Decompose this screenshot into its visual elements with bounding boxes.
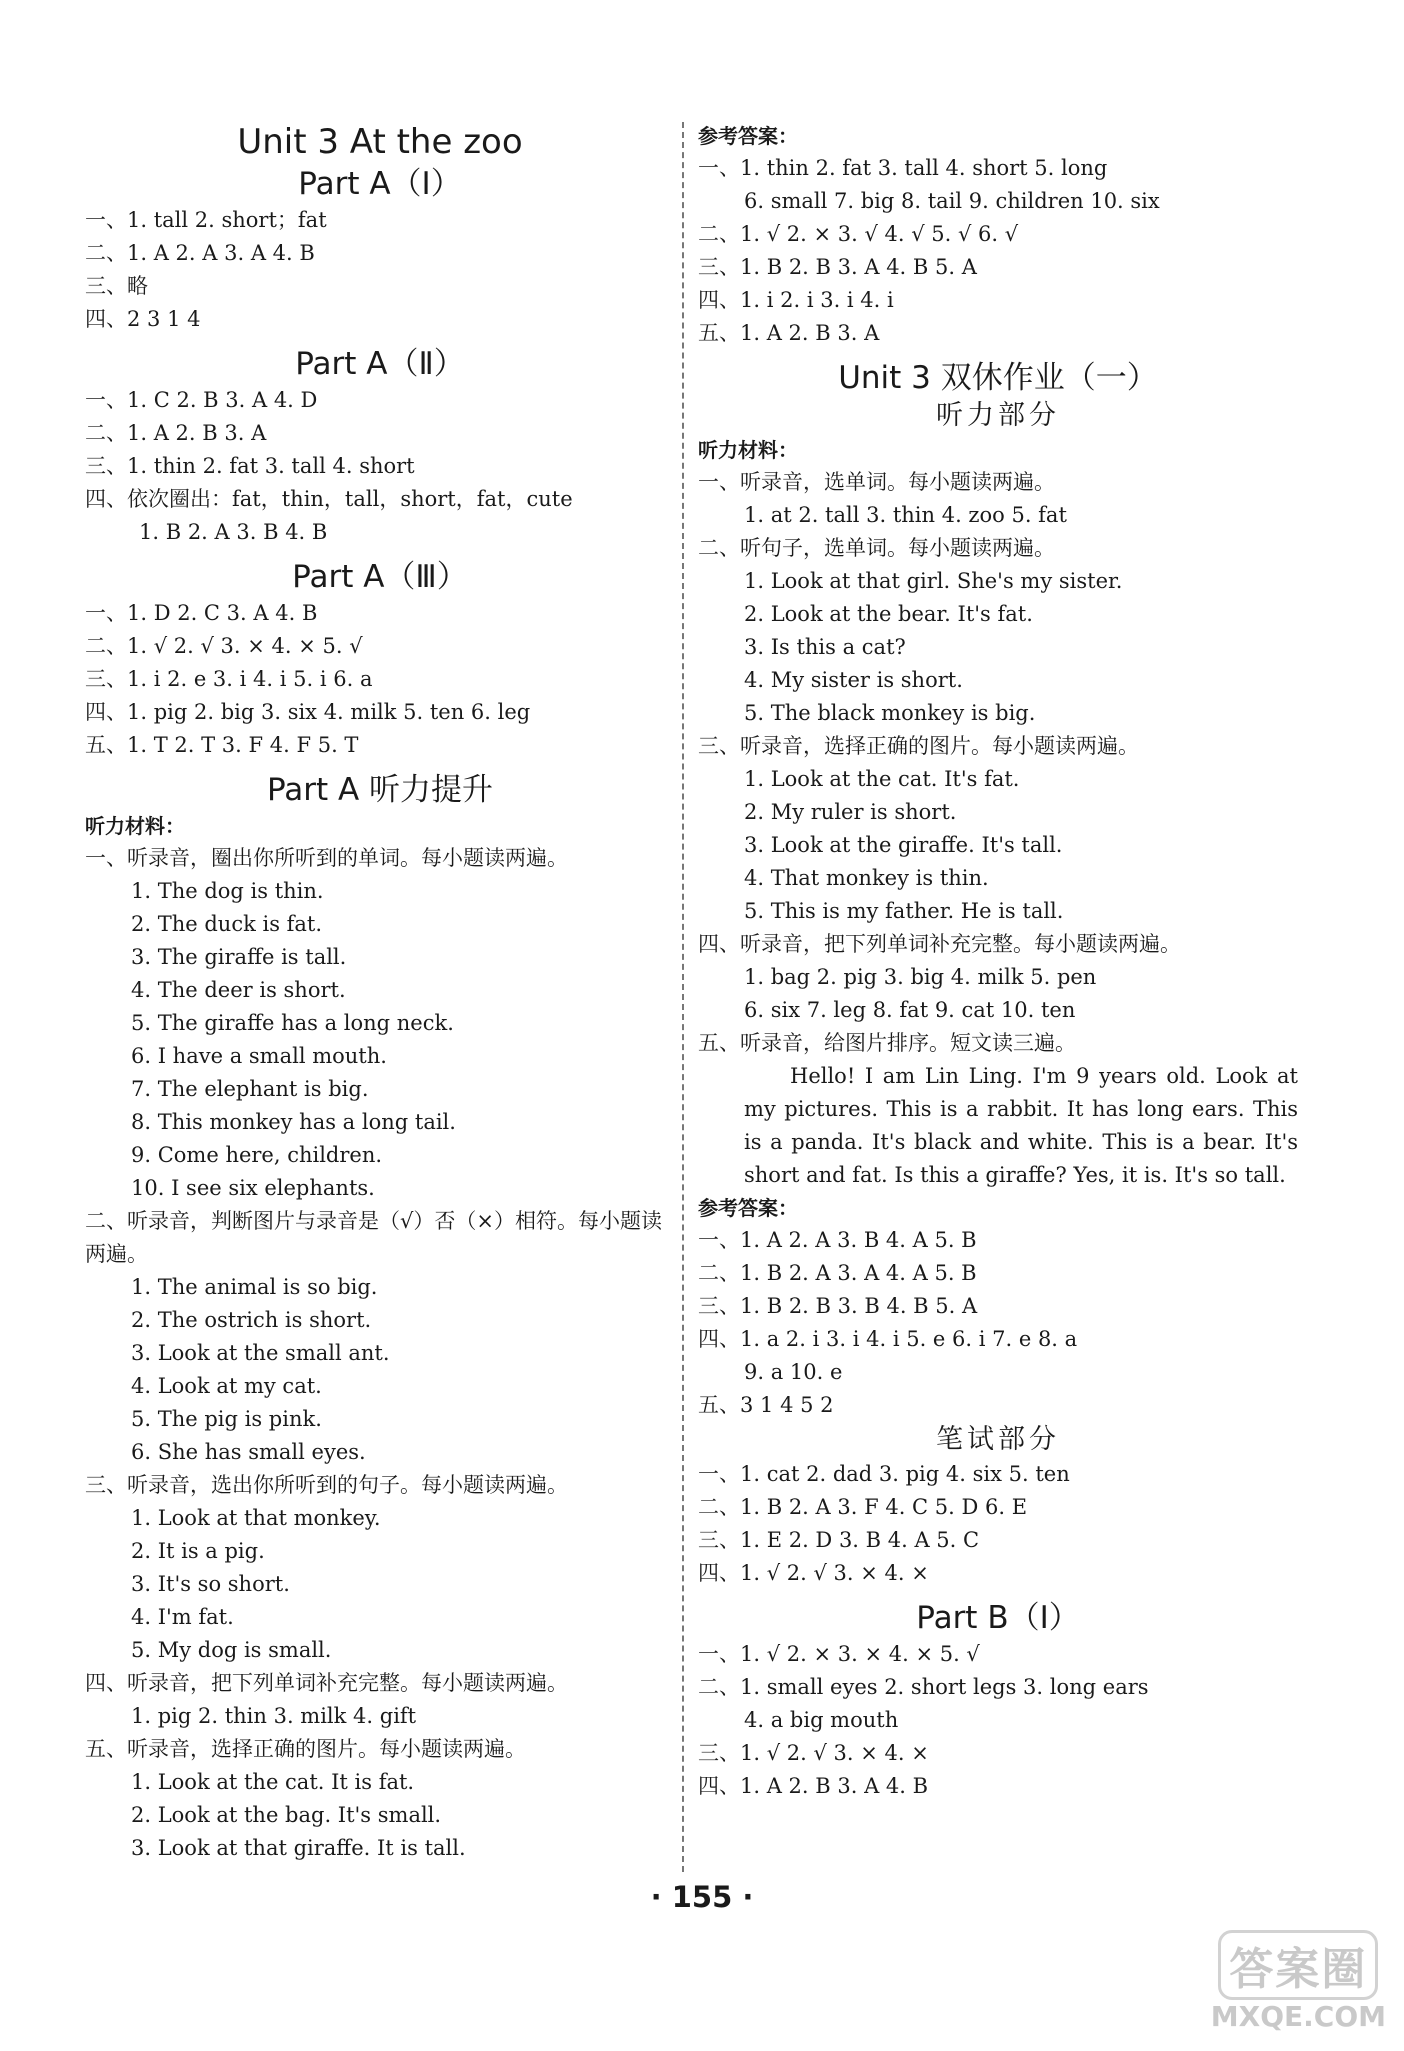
answer-line: 4. a big mouth bbox=[744, 1708, 899, 1732]
right-column bbox=[698, 120, 1298, 1803]
answer-line: 五、3 1 4 5 2 bbox=[698, 1393, 834, 1417]
watermark-bottom: MXQE.COM bbox=[1210, 2000, 1386, 2033]
answer-line: 二、1. small eyes 2. short legs 3. long ears bbox=[698, 1675, 1149, 1699]
answer-line: 1. pig 2. thin 3. milk 4. gift bbox=[131, 1704, 417, 1728]
answer-line: 2. Look at the bear. It's fat. bbox=[744, 602, 1033, 626]
answer-line: 三、1. √ 2. √ 3. × 4. × bbox=[698, 1741, 929, 1765]
listening-passage: Hello! I am Lin Ling. I'm 9 years old. Look at my pictures. This is a rabbit. It has long ears. This is a panda. It's black and white. This is a bear. It's short and fat. Is this a giraffe? Yes, it is. It's so tall. bbox=[744, 1064, 1298, 1187]
answer-line: 1. The dog is thin. bbox=[131, 879, 324, 903]
answer-line: 3. Is this a cat? bbox=[744, 635, 906, 659]
answer-line: 二、1. √ 2. × 3. √ 4. √ 5. √ 6. √ bbox=[698, 222, 1019, 246]
answer-line: 二、听句子，选单词。每小题读两遍。 bbox=[698, 536, 1055, 560]
answer-line: 三、听录音，选出你所听到的句子。每小题读两遍。 bbox=[85, 1473, 568, 1497]
answer-line: 1. B 2. A 3. B 4. B bbox=[139, 520, 328, 544]
section-heading: Part A（Ⅲ） bbox=[292, 559, 468, 595]
answer-line: 四、1. pig 2. big 3. six 4. milk 5. ten 6. leg bbox=[85, 700, 531, 724]
answer-line: 二、1. A 2. B 3. A bbox=[85, 421, 267, 445]
unit-title: Unit 3 At the zoo bbox=[237, 122, 523, 162]
answer-line: 五、听录音，选择正确的图片。每小题读两遍。 bbox=[85, 1737, 526, 1761]
answer-line: 5. The black monkey is big. bbox=[744, 701, 1036, 725]
answer-line: 6. I have a small mouth. bbox=[131, 1044, 387, 1068]
answer-line: 一、1. A 2. A 3. B 4. A 5. B bbox=[698, 1228, 977, 1252]
answer-line: 2. My ruler is short. bbox=[744, 800, 957, 824]
section-heading: Part A（Ⅱ） bbox=[295, 346, 465, 382]
answer-line: 10. I see six elephants. bbox=[131, 1176, 375, 1200]
answer-line: 5. My dog is small. bbox=[131, 1638, 332, 1662]
subsection-heading: 听力部分 bbox=[936, 400, 1060, 431]
answer-line: 四、听录音，把下列单词补充完整。每小题读两遍。 bbox=[85, 1671, 568, 1695]
answer-line: 1. Look at the cat. It is fat. bbox=[131, 1770, 415, 1794]
answer-line: 二、听录音，判断图片与录音是（√）否（×）相符。每小题读两遍。 bbox=[85, 1209, 662, 1266]
section-label: 听力材料： bbox=[85, 814, 185, 838]
answer-line: 1. bag 2. pig 3. big 4. milk 5. pen bbox=[744, 965, 1097, 989]
answer-line: 3. It's so short. bbox=[131, 1572, 290, 1596]
answer-line: 4. My sister is short. bbox=[744, 668, 963, 692]
answer-line: 9. a 10. e bbox=[744, 1360, 843, 1384]
section-heading: Part B（Ⅰ） bbox=[916, 1600, 1080, 1636]
answer-line: 1. Look at the cat. It's fat. bbox=[744, 767, 1020, 791]
answer-line: 一、1. D 2. C 3. A 4. B bbox=[85, 601, 318, 625]
answer-line: 8. This monkey has a long tail. bbox=[131, 1110, 456, 1134]
answer-line: 二、1. A 2. A 3. A 4. B bbox=[85, 241, 315, 265]
answer-line: 1. Look at that monkey. bbox=[131, 1506, 381, 1530]
section-label: 听力材料： bbox=[698, 438, 798, 462]
answer-line: 4. I'm fat. bbox=[131, 1605, 234, 1629]
answer-line: 5. The giraffe has a long neck. bbox=[131, 1011, 454, 1035]
answer-line: 1. at 2. tall 3. thin 4. zoo 5. fat bbox=[744, 503, 1067, 527]
answer-line: 三、1. B 2. B 3. A 4. B 5. A bbox=[698, 255, 977, 279]
answer-line: 5. This is my father. He is tall. bbox=[744, 899, 1064, 923]
answer-line: 四、听录音，把下列单词补充完整。每小题读两遍。 bbox=[698, 932, 1181, 956]
answer-line: 1. Look at that girl. She's my sister. bbox=[744, 569, 1123, 593]
answer-line: 五、听录音，给图片排序。短文读三遍。 bbox=[698, 1031, 1076, 1055]
answer-line: 三、1. i 2. e 3. i 4. i 5. i 6. a bbox=[85, 667, 373, 691]
answer-line: 3. The giraffe is tall. bbox=[131, 945, 347, 969]
page-number: · 155 · bbox=[650, 1880, 754, 1914]
answer-line: 9. Come here, children. bbox=[131, 1143, 383, 1167]
answer-line: 三、听录音，选择正确的图片。每小题读两遍。 bbox=[698, 734, 1139, 758]
answer-line: 二、1. √ 2. √ 3. × 4. × 5. √ bbox=[85, 634, 363, 658]
answer-line: 一、1. C 2. B 3. A 4. D bbox=[85, 388, 318, 412]
answer-line: 一、1. √ 2. × 3. × 4. × 5. √ bbox=[698, 1642, 980, 1666]
answer-line: 五、1. A 2. B 3. A bbox=[698, 321, 880, 345]
left-column bbox=[85, 120, 675, 1865]
answer-line: 二、1. B 2. A 3. F 4. C 5. D 6. E bbox=[698, 1495, 1028, 1519]
section-heading: Part A（Ⅰ） bbox=[298, 166, 462, 202]
answer-line: 6. She has small eyes. bbox=[131, 1440, 366, 1464]
answer-line: 4. The deer is short. bbox=[131, 978, 346, 1002]
answer-line: 三、1. B 2. B 3. B 4. B 5. A bbox=[698, 1294, 978, 1318]
answer-line: 一、1. tall 2. short；fat bbox=[85, 208, 327, 232]
answer-line: 一、听录音，圈出你所听到的单词。每小题读两遍。 bbox=[85, 846, 568, 870]
watermark-logo bbox=[1211, 1930, 1386, 2033]
answer-line: 1. The animal is so big. bbox=[131, 1275, 378, 1299]
section-heading: Part A 听力提升 bbox=[266, 772, 494, 808]
section-label: 参考答案： bbox=[698, 1196, 798, 1220]
answer-line: 2. The ostrich is short. bbox=[131, 1308, 372, 1332]
answer-line: 四、1. A 2. B 3. A 4. B bbox=[698, 1774, 929, 1798]
column-divider bbox=[682, 122, 684, 1872]
answer-line: 四、2 3 1 4 bbox=[85, 307, 201, 331]
section-label: 参考答案： bbox=[698, 124, 798, 148]
section-heading: Unit 3 双休作业（一） bbox=[838, 360, 1158, 396]
answer-line: 7. The elephant is big. bbox=[131, 1077, 369, 1101]
answer-line: 四、1. √ 2. √ 3. × 4. × bbox=[698, 1561, 929, 1585]
answer-line: 四、依次圈出：fat，thin，tall，short，fat，cute bbox=[85, 487, 573, 511]
answer-line: 2. Look at the bag. It's small. bbox=[131, 1803, 442, 1827]
answer-line: 3. Look at the small ant. bbox=[131, 1341, 390, 1365]
answer-line: 5. The pig is pink. bbox=[131, 1407, 322, 1431]
answer-line: 4. Look at my cat. bbox=[131, 1374, 322, 1398]
answer-line: 五、1. T 2. T 3. F 4. F 5. T bbox=[85, 733, 359, 757]
answer-line: 3. Look at that giraffe. It is tall. bbox=[131, 1836, 466, 1860]
answer-line: 三、略 bbox=[85, 274, 148, 298]
answer-line: 四、1. i 2. i 3. i 4. i bbox=[698, 288, 894, 312]
answer-line: 6. six 7. leg 8. fat 9. cat 10. ten bbox=[744, 998, 1076, 1022]
answer-line: 6. small 7. big 8. tail 9. children 10. six bbox=[744, 189, 1160, 213]
answer-line: 4. That monkey is thin. bbox=[744, 866, 989, 890]
answer-line: 三、1. thin 2. fat 3. tall 4. short bbox=[85, 454, 415, 478]
answer-line: 一、1. thin 2. fat 3. tall 4. short 5. long bbox=[698, 156, 1108, 180]
watermark-top: 答案圈 bbox=[1218, 1930, 1378, 2000]
answer-line: 2. It is a pig. bbox=[131, 1539, 265, 1563]
answer-line: 四、1. a 2. i 3. i 4. i 5. e 6. i 7. e 8. a bbox=[698, 1327, 1078, 1351]
answer-line: 三、1. E 2. D 3. B 4. A 5. C bbox=[698, 1528, 980, 1552]
subsection-heading: 笔试部分 bbox=[936, 1424, 1060, 1455]
answer-line: 2. The duck is fat. bbox=[131, 912, 323, 936]
answer-line: 二、1. B 2. A 3. A 4. A 5. B bbox=[698, 1261, 977, 1285]
answer-line: 3. Look at the giraffe. It's tall. bbox=[744, 833, 1063, 857]
answer-line: 一、听录音，选单词。每小题读两遍。 bbox=[698, 470, 1055, 494]
answer-line: 一、1. cat 2. dad 3. pig 4. six 5. ten bbox=[698, 1462, 1070, 1486]
